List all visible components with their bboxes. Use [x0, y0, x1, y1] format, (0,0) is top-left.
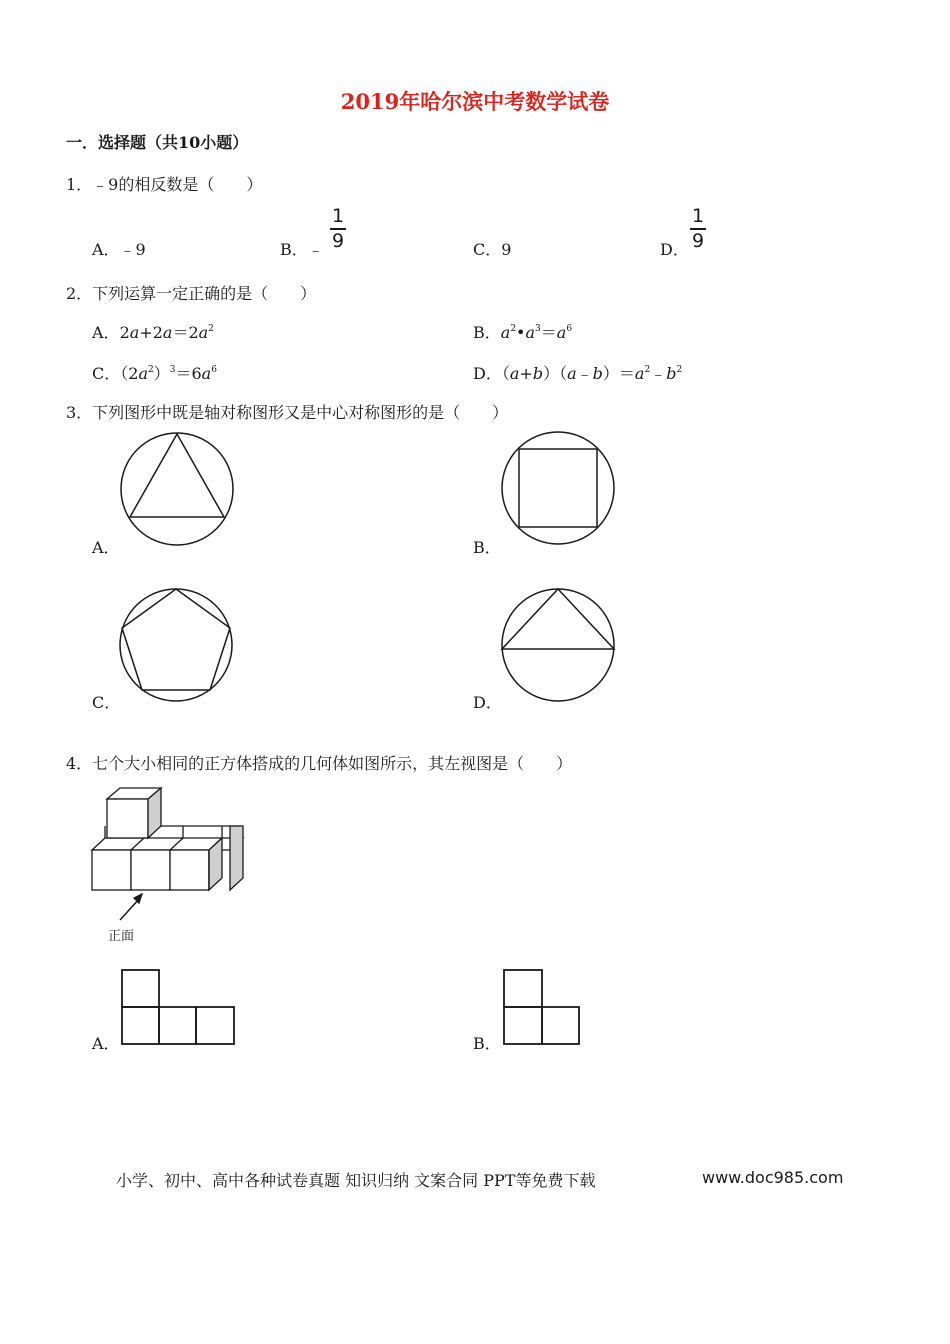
q1-option-a: A．﹣9: [92, 240, 146, 259]
question-3-stem: 3．下列图形中既是轴对称图形又是中心对称图形的是（ ）: [66, 403, 509, 422]
q1-option-d: D．: [660, 240, 689, 259]
q3-option-b: B．: [473, 538, 501, 557]
circle-shape: [502, 589, 614, 701]
view-square: [122, 970, 159, 1007]
circle-shape: [120, 589, 232, 701]
q1-option-d-numerator: 1: [691, 205, 705, 227]
view-square: [504, 1007, 542, 1044]
q3-option-c: C．: [92, 693, 121, 712]
question-4-stem: 4．七个大小相同的正方体搭成的几何体如图所示，其左视图是（ ）: [66, 754, 573, 773]
page-title: 2019年哈尔滨中考数学试卷: [340, 89, 610, 114]
view-square: [504, 970, 542, 1007]
cube-front-face: [170, 850, 209, 890]
q3-figure-a: [118, 430, 238, 550]
q3-option-a: A．: [92, 538, 120, 557]
cube-front-face: [131, 850, 170, 890]
view-square: [122, 1007, 159, 1044]
q3-figure-b: [500, 430, 620, 550]
q2-option-c: C．$(2a^2)^3=6a^6$: [92, 364, 217, 383]
footer-url[interactable]: www.doc985.com: [702, 1168, 844, 1187]
q4-option-a: A．: [92, 1034, 120, 1053]
q1-option-b: B．﹣: [280, 240, 324, 259]
triangle-shape: [502, 589, 614, 649]
view-square: [196, 1007, 234, 1044]
q1-option-c: C．9: [473, 240, 512, 259]
q2-option-d-label: D．: [473, 364, 502, 383]
question-1-stem: 1．﹣9的相反数是（ ）: [66, 175, 263, 194]
front-label: 正面: [108, 929, 135, 944]
q1-option-d-denominator: 9: [691, 230, 705, 252]
q4-figure-a: [120, 968, 240, 1048]
q2-option-d: D．$(a+b)(a﹣b)=a^2﹣b^2$: [473, 364, 683, 383]
square-shape: [519, 449, 597, 527]
q3-figure-c: [118, 587, 238, 707]
q1-option-b-denominator: 9: [331, 230, 345, 252]
q2-option-a-label: A．: [92, 323, 120, 342]
q4-option-b: B．: [473, 1034, 501, 1053]
arrow-head-icon: [134, 894, 142, 903]
cube-side-face: [230, 826, 243, 890]
cube-front-face: [107, 799, 148, 838]
q3-option-d: D．: [473, 693, 502, 712]
q1-option-b-numerator: 1: [331, 205, 345, 227]
q4-figure-b: [502, 968, 592, 1048]
view-square: [159, 1007, 196, 1044]
q4-cube-figure: [90, 786, 250, 946]
footer-text: 小学、初中、高中各种试卷真题 知识归纳 文案合同 PPT等免费下载: [116, 1171, 596, 1190]
cube-front-face: [92, 850, 131, 890]
view-square: [542, 1007, 579, 1044]
q3-figure-d: [500, 587, 620, 707]
circle-shape: [121, 433, 233, 545]
q2-option-b: B．$a^2•a^3=a^6$: [473, 323, 573, 342]
q2-option-a: A．$2a+2a=2a^2$: [92, 323, 214, 342]
question-2-stem: 2．下列运算一定正确的是（ ）: [66, 284, 317, 303]
triangle-shape: [130, 434, 224, 517]
section-heading: 一．选择题（共10小题）: [66, 133, 249, 152]
q2-option-c-label: C．: [92, 364, 121, 383]
q2-option-b-label: B．: [473, 323, 501, 342]
